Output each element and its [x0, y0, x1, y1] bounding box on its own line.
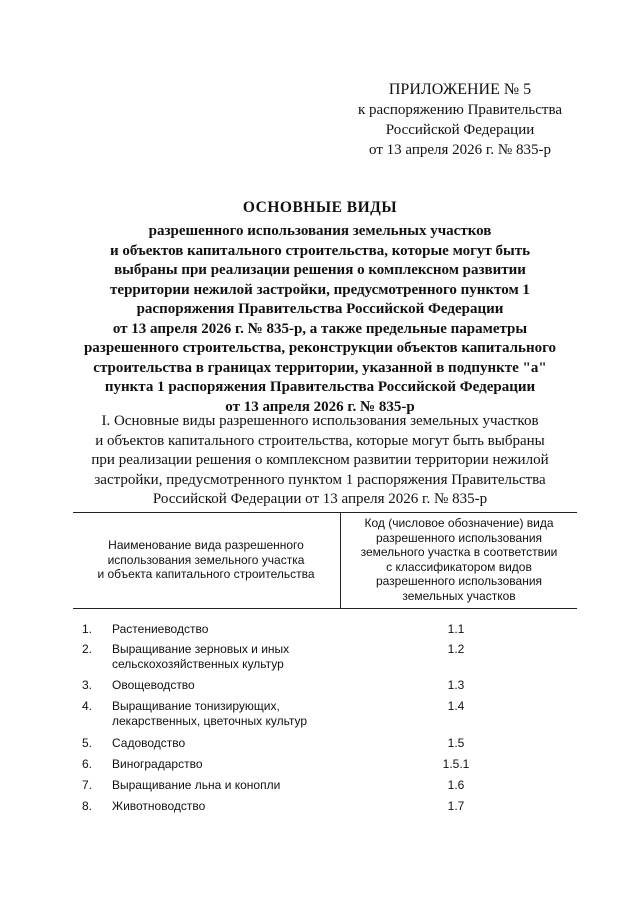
header-line: земельных участков	[402, 588, 516, 603]
row-number: 6.	[82, 757, 93, 771]
row-name: Овощеводство	[112, 678, 195, 692]
section-title-line: I. Основные виды разрешенного использования земельных участков	[101, 413, 539, 429]
header-line: земельного участка в соответствии	[360, 545, 558, 559]
subtitle-line: выбраны при реализации решения о комплексном развитии	[114, 262, 526, 278]
row-code: 1.5.1	[442, 757, 470, 771]
row-number: 2.	[82, 642, 93, 656]
appendix-line: от 13 апреля 2026 г. № 835-р	[369, 142, 551, 158]
row-number: 1.	[82, 622, 93, 636]
row-code: 1.6	[447, 778, 465, 792]
subtitle-line: распоряжения Правительства Российской Федерации	[136, 301, 504, 317]
header-line: и объекта капитального строительства	[97, 567, 315, 581]
row-code: 1.7	[447, 799, 465, 813]
subtitle-line: и объектов капитального строительства, которые могут быть	[109, 242, 531, 259]
appendix-line: к распоряжению Правительства	[357, 102, 562, 118]
table-header-name	[73, 538, 339, 582]
row-name: Садоводство	[112, 736, 186, 750]
header-line: разрешенного использования	[375, 574, 543, 588]
row-name: Животноводство	[112, 799, 206, 813]
row-number: 8.	[82, 799, 93, 813]
appendix-block	[340, 80, 580, 160]
subtitle-line: разрешенного строительства, реконструкции объектов капитального	[83, 340, 557, 356]
section-title	[50, 412, 590, 510]
section-title-line: застройки, предусмотренного пунктом 1 распоряжения Правительства	[94, 471, 546, 488]
row-name: Растениеводство	[112, 622, 209, 636]
header-line: Код (числовое обозначение) вида	[364, 516, 554, 530]
row-number: 4.	[82, 699, 93, 713]
row-code: 1.3	[447, 678, 465, 692]
section-title-line: и объектов капитального строительства, которые могут быть выбраны	[95, 432, 545, 449]
subtitle-line: территории нежилой застройки, предусмотренного пунктом 1	[110, 281, 530, 298]
row-name: Выращивание тонизирующих, лекарственных, цветочных культур	[112, 699, 308, 728]
table-header-rule	[73, 608, 577, 609]
subtitle-line: разрешенного использования земельных участков	[148, 223, 492, 239]
row-name: Выращивание зерновых и иных сельскохозяйственных культур	[112, 642, 290, 671]
appendix-title: ПРИЛОЖЕНИЕ № 5	[388, 81, 532, 98]
table-header-code	[341, 516, 577, 603]
row-code: 1.1	[447, 622, 465, 636]
row-name: Выращивание льна и конопли	[112, 778, 281, 792]
row-code: 1.4	[447, 699, 465, 713]
header-line: Наименование вида разрешенного	[108, 538, 304, 552]
row-code: 1.5	[447, 736, 465, 750]
table-top-rule	[73, 512, 577, 513]
row-number: 3.	[82, 678, 93, 692]
subtitle-line: пункта 1 распоряжения Правительства Российской Федерации	[104, 379, 536, 395]
subtitle-line: от 13 апреля 2026 г. № 835-р	[225, 398, 415, 415]
row-name: Виноградарство	[112, 757, 203, 771]
row-code: 1.2	[447, 642, 465, 656]
header-line: с классификатором видов	[386, 559, 532, 574]
document-title: ОСНОВНЫЕ ВИДЫ	[242, 199, 398, 216]
document-subtitle	[60, 222, 580, 417]
subtitle-line: строительства в границах территории, указанной в подпункте "а"	[93, 359, 547, 376]
section-title-line: при реализации решения о комплексном развитии территории нежилой	[91, 452, 549, 468]
header-line: использования земельного участка	[107, 552, 305, 567]
section-title-line: Российской Федерации от 13 апреля 2026 г. № 835-р	[152, 491, 488, 507]
row-number: 5.	[82, 736, 93, 750]
header-line: разрешенного использования	[375, 530, 543, 545]
row-number: 7.	[82, 778, 93, 792]
appendix-line: Российской Федерации	[385, 122, 535, 138]
subtitle-line: от 13 апреля 2026 г. № 835-р, а также предельные параметры	[112, 320, 528, 337]
